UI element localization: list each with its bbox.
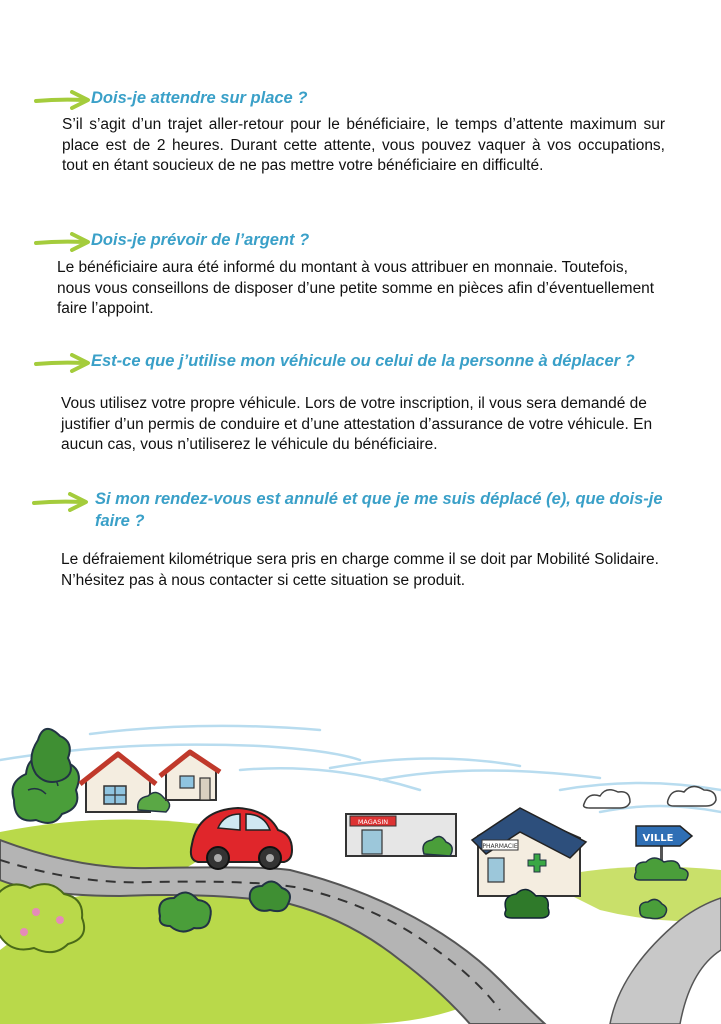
faq-answer: Vous utilisez votre propre véhicule. Lors de votre inscription, il vous sera demandé de justifier d’un permis de conduire et d’une attestation d’assurance de votre véhicule. En aucun cas, vous n’utiliserez le véhicule du bénéficiaire. [61,395,653,453]
tree-icon [31,729,70,782]
faq-item [0,87,721,174]
faq-question [0,350,721,376]
town-sign-label: VILLE [642,833,674,844]
shop-sign: MAGASIN [357,818,389,826]
faq-question-title: Dois-je prévoir de l’argent ? [91,231,310,249]
faq-answer: Le bénéficiaire aura été informé du montant à vous attribuer en monnaie. Toutefois, nous vous conseillons de disposer d’une petite somme en pièces afin d’éventuellement faire l’appoint. [57,259,655,317]
green-arrow-icon [34,232,92,252]
pharmacy-building [472,808,586,896]
green-arrow-icon [34,90,92,110]
faq-question [0,488,721,530]
town-road-illustration [0,720,721,1024]
faq-question [0,87,721,113]
faq-question-title: Si mon rendez-vous est annulé et que je me suis déplacé (e), que dois-je faire ? [95,490,663,530]
faq-item [0,229,721,317]
cloud-icon [584,786,716,808]
faq-question-title: Dois-je attendre sur place ? [91,89,308,107]
house-icon [160,752,220,800]
faq-answer: Le défraiement kilométrique sera pris en charge comme il se doit par Mobilité Solidaire. N’hésitez pas à nous contacter si cette situation se produit. [61,551,659,589]
faq-item [0,350,721,453]
pharmacy-sign: PHARMACIE [482,843,518,850]
faq-question [0,229,721,255]
faq-item [0,488,721,589]
bush-icon [635,858,688,880]
green-arrow-icon [32,492,90,512]
faq-question-title: Est-ce que j’utilise mon véhicule ou celui de la personne à déplacer ? [91,352,635,370]
green-arrow-icon [34,353,92,373]
faq-answer: S’il s’agit d’un trajet aller-retour pour le bénéficiaire, le temps d’attente maximum sur place est de 2 heures. Durant cette attente, vous pouvez vaquer à vos occupations, tout en étant soucieux de ne pas mettre votre bénéficiaire en difficulté. [62,116,665,174]
